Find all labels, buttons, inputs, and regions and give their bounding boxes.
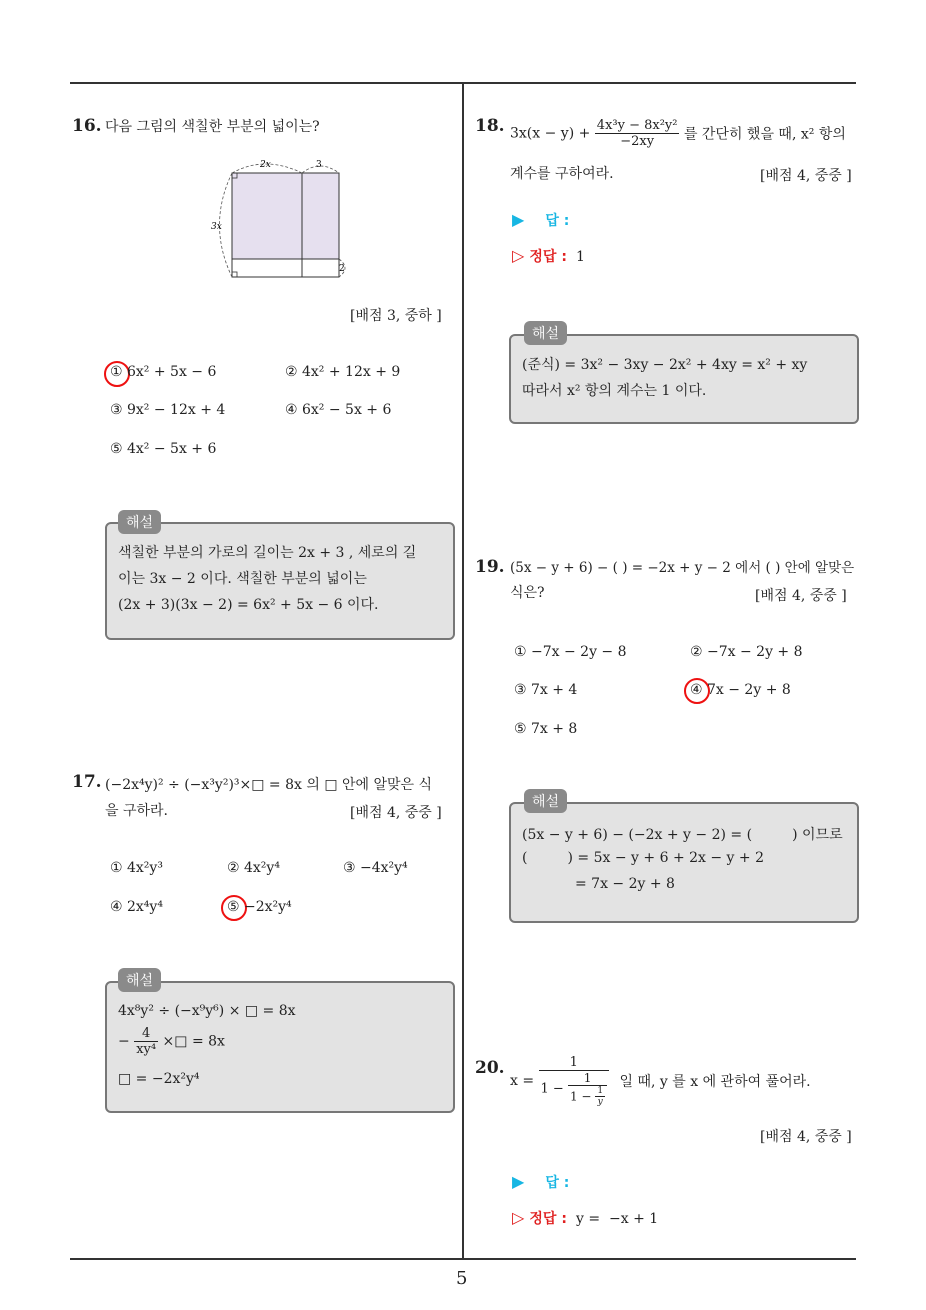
q16-number: 16. xyxy=(72,116,102,136)
q20-correct-label: 정답 : xyxy=(529,1211,567,1227)
q20-mid-den xyxy=(568,1086,607,1107)
q20-correct-value: y = −x + 1 xyxy=(576,1211,659,1227)
q19-sol-line-3: = 7x − 2y + 8 xyxy=(575,876,675,892)
q16-solution-tag: 해설 xyxy=(118,510,161,534)
play-icon: ▶ xyxy=(512,1172,525,1191)
page-number: 5 xyxy=(456,1268,468,1289)
q20-inner-den: y xyxy=(597,1097,603,1107)
q20-post: 일 때, y 를 x 에 관하여 풀어라. xyxy=(619,1074,811,1090)
fig-label-3: 3 xyxy=(316,160,322,170)
q16-sol-line-1: 색칠한 부분의 가로의 길이는 2x + 3 , 세로의 길 xyxy=(118,545,417,561)
q19-line-1: (5x − y + 6) − ( ) = −2x + y − 2 에서 ( ) 안에 알맞은 xyxy=(510,560,855,576)
q20-inner-num: 1 xyxy=(597,1086,604,1096)
q20-number: 20. xyxy=(475,1058,505,1078)
fig-label-2: 2 xyxy=(339,264,345,274)
q16-solution-text xyxy=(118,540,416,618)
q20-answer-row xyxy=(512,1172,569,1192)
q19-score: [배점 4, 중중 ] xyxy=(755,588,847,604)
outline-play-icon: ▷ xyxy=(512,246,525,265)
q20-inner-pre: 1 − xyxy=(569,1089,592,1104)
q16-score: [배점 3, 중하 ] xyxy=(350,308,442,324)
q18-post: 를 간단히 했을 때, x² 항의 xyxy=(683,126,846,143)
center-divider xyxy=(462,82,464,1260)
q17-choice-3[interactable]: ③ −4x²y⁴ xyxy=(343,860,408,876)
q16-sol-line-2: 이는 3x − 2 이다. 색칠한 부분의 넓이는 xyxy=(118,571,367,587)
q17-line-2: 을 구하라. xyxy=(105,803,168,819)
q17-sol-fraction xyxy=(134,1026,158,1057)
q18-score: [배점 4, 중중 ] xyxy=(760,168,852,184)
q16-sol-line-3: (2x + 3)(3x − 2) = 6x² + 5x − 6 이다. xyxy=(118,597,379,613)
q19-number: 19. xyxy=(475,557,505,577)
q20-score: [배점 4, 중중 ] xyxy=(760,1129,852,1145)
q17-solution-tag: 해설 xyxy=(118,968,161,992)
q19-choice-2[interactable]: ② −7x − 2y + 8 xyxy=(690,644,803,660)
q17-sol-minus: − xyxy=(118,1033,130,1050)
play-icon: ▶ xyxy=(512,210,525,229)
q16-choice-3[interactable]: ③ 9x² − 12x + 4 xyxy=(110,402,226,418)
q20-outer-fraction xyxy=(539,1055,610,1107)
q20-one-minus: 1 − xyxy=(540,1081,564,1097)
q16-choice-1[interactable]: ① 6x² + 5x − 6 xyxy=(110,364,217,380)
q19-solution-tag: 해설 xyxy=(524,789,567,813)
q16-text: 다음 그림의 색칠한 부분의 넓이는? xyxy=(105,119,320,135)
q18-correct-value: 1 xyxy=(576,249,585,265)
q20-mid-num: 1 xyxy=(568,1071,607,1086)
q20-inner-fraction xyxy=(595,1086,605,1107)
outline-play-icon: ▷ xyxy=(512,1208,525,1227)
q18-line-2: 계수를 구하여라. xyxy=(510,166,614,182)
q19-choice-5[interactable]: ⑤ 7x + 8 xyxy=(514,721,578,737)
q18-solution-tag: 해설 xyxy=(524,321,567,345)
fig-label-2x: 2x xyxy=(260,160,271,170)
q17-line-1: (−2x⁴y)² ÷ (−x³y²)³×□ = 8x 의 □ 안에 알맞은 식 xyxy=(105,777,433,793)
q18-fraction xyxy=(595,118,680,149)
q17-score: [배점 4, 중중 ] xyxy=(350,805,442,821)
q18-frac-num: 4x³y − 8x²y² xyxy=(596,118,678,133)
q19-choice-4[interactable]: ④ 7x − 2y + 8 xyxy=(690,682,791,698)
q18-answer-label: 답 : xyxy=(545,213,570,229)
q18-expression xyxy=(510,118,846,149)
q17-sol-rest: ×□ = 8x xyxy=(162,1033,225,1050)
q18-answer-row xyxy=(512,210,569,230)
q16-choice-2[interactable]: ② 4x² + 12x + 9 xyxy=(285,364,401,380)
q20-mid-fraction xyxy=(568,1071,607,1107)
q20-outer-den xyxy=(539,1071,610,1107)
q17-number: 17. xyxy=(72,772,102,792)
q17-sol-line-3: □ = −2x²y⁴ xyxy=(118,1071,200,1087)
q20-answer-label: 답 : xyxy=(545,1175,570,1191)
q19-choice-3[interactable]: ③ 7x + 4 xyxy=(514,682,578,698)
q17-choice-5[interactable]: ⑤ −2x²y⁴ xyxy=(227,899,292,915)
q17-choice-1[interactable]: ① 4x²y³ xyxy=(110,860,163,876)
q17-frac-den: xy⁴ xyxy=(136,1042,157,1057)
q17-sol-line-1: 4x⁸y² ÷ (−x⁹y⁶) × □ = 8x xyxy=(118,1003,296,1019)
q17-frac-num: 4 xyxy=(134,1026,158,1042)
q20-outer-num: 1 xyxy=(539,1055,610,1071)
q18-solution-text xyxy=(522,352,807,404)
fig-label-3x: 3x xyxy=(211,222,222,232)
q16-figure xyxy=(205,155,355,285)
q17-choice-2[interactable]: ② 4x²y⁴ xyxy=(227,860,280,876)
q17-sol-line-2 xyxy=(118,1026,225,1057)
bottom-rule xyxy=(70,1258,856,1260)
q19-sol-line-2: ( ) = 5x − y + 6 + 2x − y + 2 xyxy=(522,850,764,866)
q16-choice-4[interactable]: ④ 6x² − 5x + 6 xyxy=(285,402,392,418)
q16-choice-5[interactable]: ⑤ 4x² − 5x + 6 xyxy=(110,441,217,457)
q18-correct-row xyxy=(512,246,585,266)
q18-number: 18. xyxy=(475,116,505,136)
q18-correct-label: 정답 : xyxy=(529,249,567,265)
q18-frac-den: −2xy xyxy=(620,134,655,149)
q19-sol-line-1: (5x − y + 6) − (−2x + y − 2) = ( ) 이므로 xyxy=(522,827,843,843)
q17-choice-4[interactable]: ④ 2x⁴y⁴ xyxy=(110,899,163,915)
q18-sol-line-2: 따라서 x² 항의 계수는 1 이다. xyxy=(522,383,707,399)
q20-expression xyxy=(510,1055,811,1107)
q20-x-eq: x = xyxy=(510,1073,535,1089)
q18-pre: 3x(x − y) + xyxy=(510,125,591,142)
q20-correct-row xyxy=(512,1208,658,1228)
q18-sol-line-1: (준식) = 3x² − 3xy − 2x² + 4xy = x² + xy xyxy=(522,357,808,373)
q19-choice-1[interactable]: ① −7x − 2y − 8 xyxy=(514,644,627,660)
q19-line-2: 식은? xyxy=(510,585,545,601)
